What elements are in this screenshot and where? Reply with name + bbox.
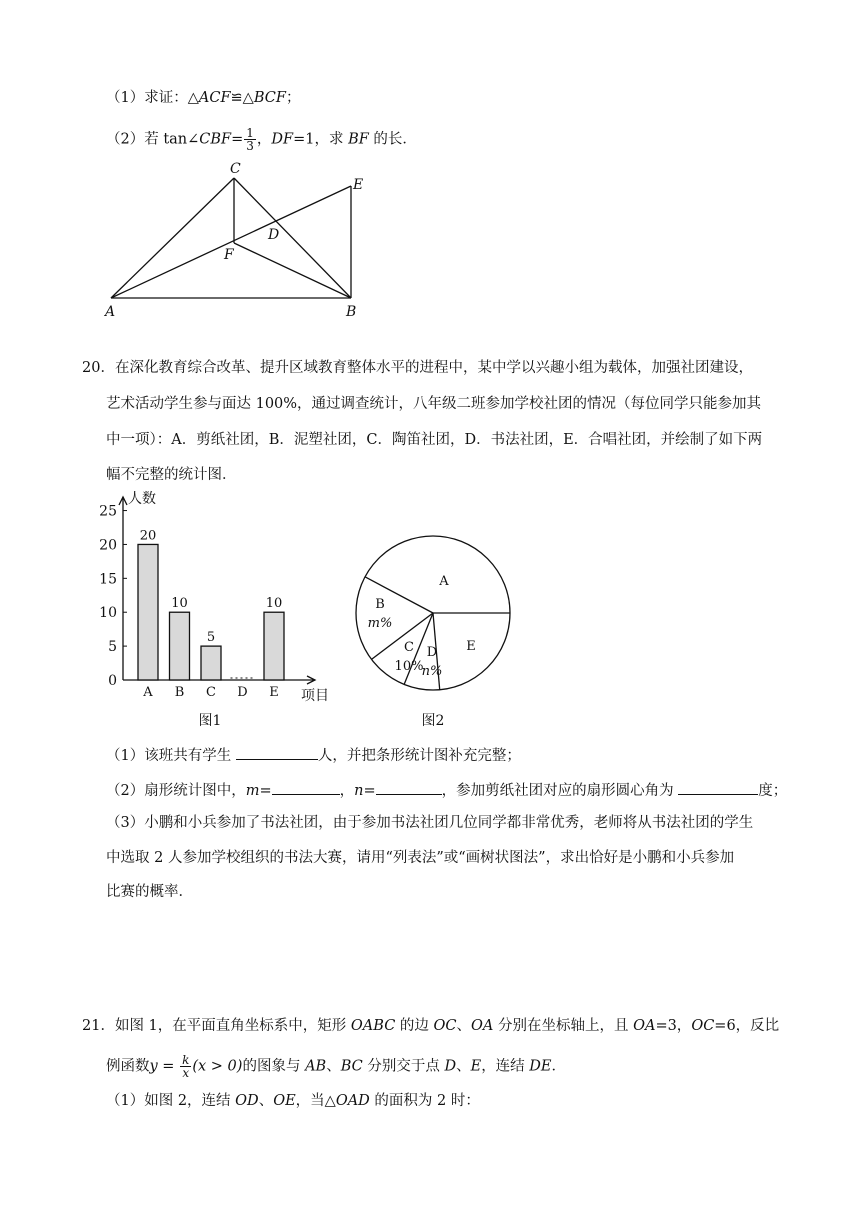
pie-chart-caption: 图2 xyxy=(421,713,445,729)
q20-sub3-line2: 中选取 2 人参加学校组织的书法大赛，请用“列表法”或“画树状图法”，求出恰好是小鹏和小兵参加 xyxy=(106,850,735,866)
q19-part2: （2）若 tan∠CBF= $\frac{1}{3}$ ，DF=1，求 BF 的长． xyxy=(106,126,417,153)
segment-cb xyxy=(234,178,351,298)
x-category-label: B xyxy=(174,685,185,700)
q20-sub2: （2）扇形统计图中，m= ，n= ，参加剪纸社团对应的扇形圆心角为 度； xyxy=(106,779,787,801)
y-tick-label: 20 xyxy=(99,537,117,554)
point-f-label: F xyxy=(224,247,234,263)
pie-slice-label: C xyxy=(404,640,414,655)
answer-blank-total[interactable] xyxy=(236,744,318,760)
q20-line1: 20．在深化教育综合改革、提升区域教育整体水平的进程中，某中学以兴趣小组为载体，加强社团建设， xyxy=(82,360,753,376)
segment-fb xyxy=(234,243,351,298)
q20-sub3-line1: （3）小鹏和小兵参加了书法社团，由于参加书法社团几位同学都非常优秀，老师将从书法社团的学生 xyxy=(106,815,754,831)
pie-slice-label: E xyxy=(466,639,476,654)
q20-sub3-line3: 比赛的概率． xyxy=(106,884,193,900)
segment-ac xyxy=(111,178,234,298)
y-tick-label: 15 xyxy=(99,571,117,588)
point-c-label: C xyxy=(230,161,241,177)
bar-value-label: 5 xyxy=(206,630,216,646)
bar xyxy=(201,646,221,680)
pie-slice-label: A xyxy=(439,574,449,589)
point-d-label: D xyxy=(268,227,280,243)
bar-value-label: 10 xyxy=(171,596,188,612)
q19-part1: （1）求证：△ACF≌△BCF； xyxy=(106,90,301,106)
q21-line1: 21．如图 1，在平面直角坐标系中，矩形 OABC 的边 OC、OA 分别在坐标轴上，且 OA=3，OC=6，反比 xyxy=(82,1018,780,1034)
x-category-label: E xyxy=(269,685,279,700)
y-tick-label: 10 xyxy=(99,605,117,622)
q20-line3: 中一项）：A．剪纸社团，B．泥塑社团，C．陶笛社团，D．书法社团，E．合唱社团，并绘制了如下两 xyxy=(106,432,763,448)
x-category-label: C xyxy=(206,685,216,700)
y-axis-title: 人数 xyxy=(128,491,156,507)
x-category-label: A xyxy=(143,685,153,700)
bar-chart xyxy=(90,485,350,735)
q20-line4: 幅不完整的统计图． xyxy=(106,467,237,483)
answer-blank-angle[interactable] xyxy=(678,779,758,795)
fraction-k-over-x: $\frac{k}{x}$ xyxy=(182,1053,190,1080)
x-axis-title: 项目 xyxy=(301,688,329,704)
bar-value-label: 20 xyxy=(139,528,157,544)
bar-chart-caption: 图1 xyxy=(198,713,222,729)
y-tick-label: 5 xyxy=(108,639,117,656)
pie-slice-value-label: 10% xyxy=(394,659,424,674)
answer-blank-m[interactable] xyxy=(272,779,340,795)
geometry-figure xyxy=(95,158,380,328)
point-b-label: B xyxy=(346,304,357,320)
y-tick-label: 0 xyxy=(108,673,117,689)
q20-line2: 艺术活动学生参与面达 100%，通过调查统计，八年级二班参加学校社团的情况（每位同学只能参加其 xyxy=(106,396,762,412)
x-category-label: D xyxy=(237,685,248,700)
answer-blank-n[interactable] xyxy=(376,779,442,795)
q21-line2: 例函数y = $\frac{k}{x}$ (x > 0)的图象与 AB、BC 分别交于点 D、E，连结 DE． xyxy=(106,1053,567,1080)
bar xyxy=(138,544,158,680)
pie-slice-label: D xyxy=(426,645,438,660)
pie-slice-label: B xyxy=(375,597,385,612)
point-e-label: E xyxy=(353,177,364,193)
y-tick-label: 25 xyxy=(99,503,117,520)
bar xyxy=(170,612,190,680)
pie-slice-value-label: n% xyxy=(421,664,443,679)
bar-value-label: 10 xyxy=(265,596,283,612)
q20-sub1: （1）该班共有学生 人，并把条形统计图补充完整； xyxy=(106,744,521,766)
fraction-one-third: $\frac{1}{3}$ xyxy=(246,126,254,153)
point-a-label: A xyxy=(105,304,116,320)
pie-slice-value-label: m% xyxy=(367,616,393,631)
q21-sub1: （1）如图 2，连结 OD、OE，当△OAD 的面积为 2 时： xyxy=(106,1093,480,1109)
pie-chart xyxy=(345,525,535,735)
bar xyxy=(264,612,284,680)
